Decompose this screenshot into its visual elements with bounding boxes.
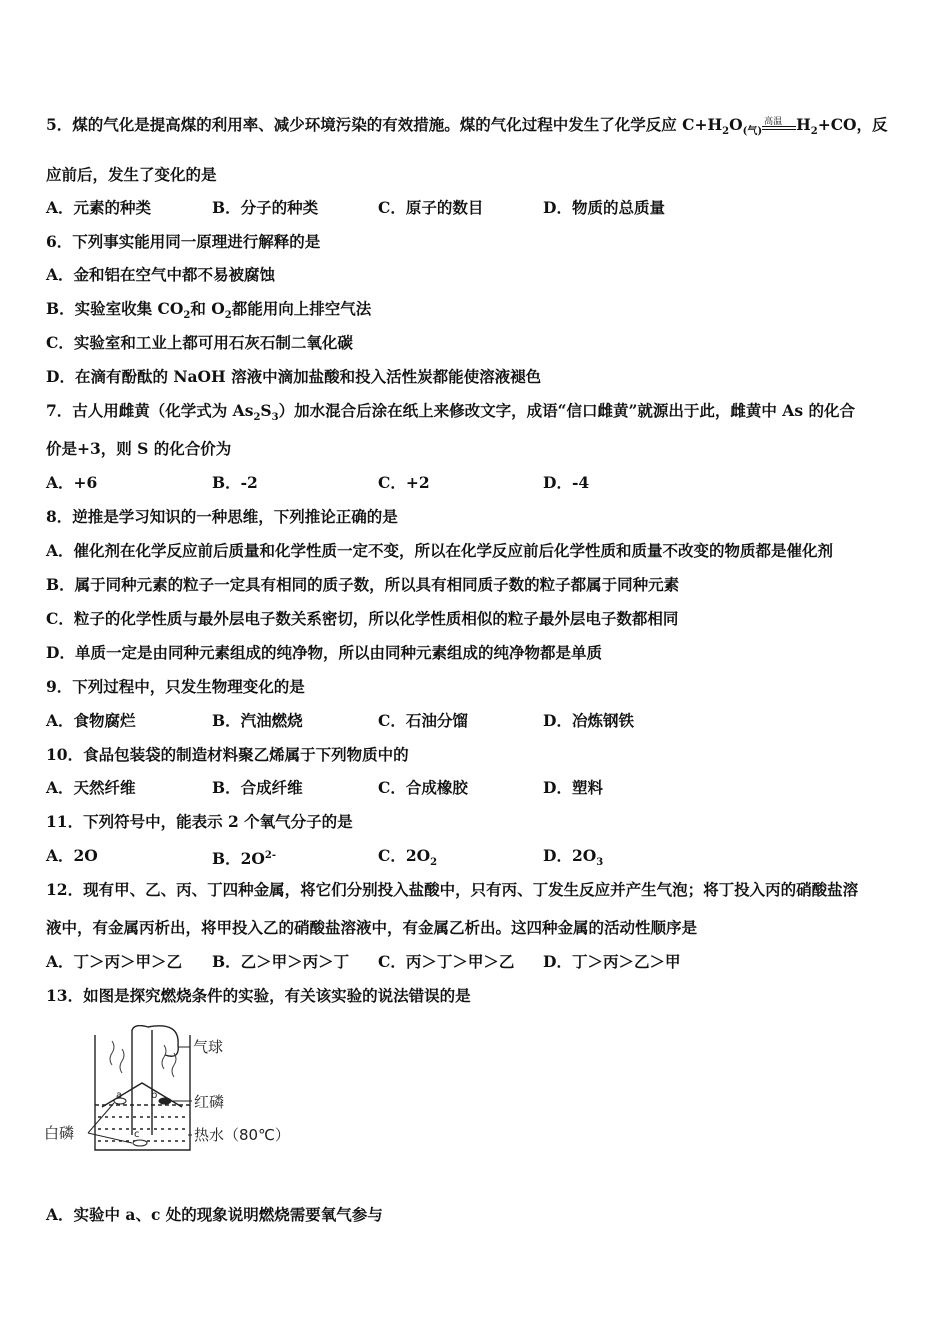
q9-stem: 9．下列过程中，只发生物理变化的是 bbox=[46, 677, 305, 696]
red-phosphorus-label: 红磷 bbox=[194, 1093, 225, 1111]
q9-option-c: C．石油分馏 bbox=[378, 711, 468, 730]
q7-option-c: C．+2 bbox=[378, 473, 430, 492]
q11-option-c: C．$2O_2$ bbox=[378, 846, 438, 869]
q11-stem: 11．下列符号中，能表示 2 个氧气分子的是 bbox=[46, 812, 353, 831]
q6-stem: 6．下列事实能用同一原理进行解释的是 bbox=[46, 232, 321, 251]
q13-stem: 13．如图是探究燃烧条件的实验，有关该实验的说法错误的是 bbox=[46, 986, 471, 1005]
q5-option-a: A．元素的种类 bbox=[46, 198, 152, 217]
q8-option-d: D．单质一定是由同种元素组成的纯净物，所以由同种元素组成的纯净物都是单质 bbox=[46, 643, 602, 662]
q10-option-a: A．天然纤维 bbox=[46, 778, 136, 797]
q6-option-c: C．实验室和工业上都可用石灰石制二氧化碳 bbox=[46, 333, 353, 352]
q5-option-d: D．物质的总质量 bbox=[543, 198, 665, 217]
smoke bbox=[110, 1041, 176, 1077]
white-phosphorus-c bbox=[133, 1140, 147, 1146]
q11-option-b: B．$2O^{2-}$ bbox=[212, 849, 276, 869]
q10-option-d: D．塑料 bbox=[543, 778, 603, 797]
combustion-experiment-figure bbox=[40, 1025, 300, 1165]
point-c-label: c bbox=[134, 1129, 140, 1140]
q12-stem-line2: 液中，有金属丙析出，将甲投入乙的硝酸盐溶液中，有金属乙析出。这四种金属的活动性顺序是 bbox=[46, 918, 698, 937]
q7-stem-line2: 价是+3，则 S 的化合价为 bbox=[46, 439, 232, 458]
q7-option-b: B．-2 bbox=[212, 473, 258, 492]
beaker bbox=[95, 1035, 190, 1150]
reaction-arrow: 高温 bbox=[762, 122, 796, 130]
q6-option-d: D．在滴有酚酞的 NaOH 溶液中滴加盐酸和投入活性炭都能使溶液褪色 bbox=[46, 367, 542, 386]
q6-option-a: A．金和铝在空气中都不易被腐蚀 bbox=[46, 265, 276, 284]
balloon-tube bbox=[132, 1026, 178, 1135]
point-b-label: b bbox=[151, 1090, 158, 1101]
q12-option-d: D．丁＞丙＞乙＞甲 bbox=[543, 952, 681, 971]
q12-option-c: C．丙＞丁＞甲＞乙 bbox=[378, 952, 515, 971]
q5-option-c: C．原子的数目 bbox=[378, 198, 484, 217]
white-phosphorus-label: 白磷 bbox=[44, 1124, 75, 1142]
q7-stem: 7．古人用雌黄（化学式为 $As_2S_3$）加水混合后涂在纸上来修改文字，成语“信口雌黄”就源出于此，雌黄中 As 的化合 bbox=[46, 401, 855, 424]
q5-stem-line2: 应前后，发生了变化的是 bbox=[46, 165, 217, 184]
q9-option-b: B．汽油燃烧 bbox=[212, 711, 303, 730]
hot-water-label: 热水（80℃） bbox=[194, 1126, 290, 1144]
q5-stem: 5．煤的气化是提高煤的利用率、减少环境污染的有效措施。煤的气化过程中发生了化学反应 $C+H_2O_{(气)}$ 高温 $H_2+CO$，反 bbox=[46, 115, 888, 138]
q11-option-d: D．$2O_3$ bbox=[543, 846, 604, 869]
q12-option-b: B．乙＞甲＞丙＞丁 bbox=[212, 952, 350, 971]
q10-option-b: B．合成纤维 bbox=[212, 778, 303, 797]
q5-option-b: B．分子的种类 bbox=[212, 198, 319, 217]
q6-option-b: B．实验室收集 $CO_2$和 $O_2$都能用向上排空气法 bbox=[46, 299, 372, 322]
q7-option-d: D．-4 bbox=[543, 473, 590, 492]
q10-stem: 10．食品包装袋的制造材料聚乙烯属于下列物质中的 bbox=[46, 745, 409, 764]
q8-option-b: B．属于同种元素的粒子一定具有相同的质子数，所以具有相同质子数的粒子都属于同种元素 bbox=[46, 575, 680, 594]
q12-stem: 12．现有甲、乙、丙、丁四种金属，将它们分别投入盐酸中，只有丙、丁发生反应并产生气泡；将丁投入丙的硝酸盐溶 bbox=[46, 880, 859, 899]
q9-option-a: A．食物腐烂 bbox=[46, 711, 136, 730]
q8-option-a: A．催化剂在化学反应前后质量和化学性质一定不变，所以在化学反应前后化学性质和质量不改变的物质都是催化剂 bbox=[46, 541, 834, 560]
q9-option-d: D．冶炼钢铁 bbox=[543, 711, 634, 730]
q8-stem: 8．逆推是学习知识的一种思维，下列推论正确的是 bbox=[46, 507, 398, 526]
q11-option-a: A．2O bbox=[46, 846, 98, 865]
balloon-label: 气球 bbox=[193, 1038, 224, 1056]
q12-option-a: A．丁＞丙＞甲＞乙 bbox=[46, 952, 183, 971]
q13-option-a: A．实验中 a、c 处的现象说明燃烧需要氧气参与 bbox=[46, 1205, 383, 1224]
q7-option-a: A．+6 bbox=[46, 473, 98, 492]
red-phosphorus-b bbox=[159, 1098, 171, 1104]
q8-option-c: C．粒子的化学性质与最外层电子数关系密切，所以化学性质相似的粒子最外层电子数都相同 bbox=[46, 609, 679, 628]
q10-option-c: C．合成橡胶 bbox=[378, 778, 468, 797]
point-a-label: a bbox=[116, 1090, 123, 1101]
